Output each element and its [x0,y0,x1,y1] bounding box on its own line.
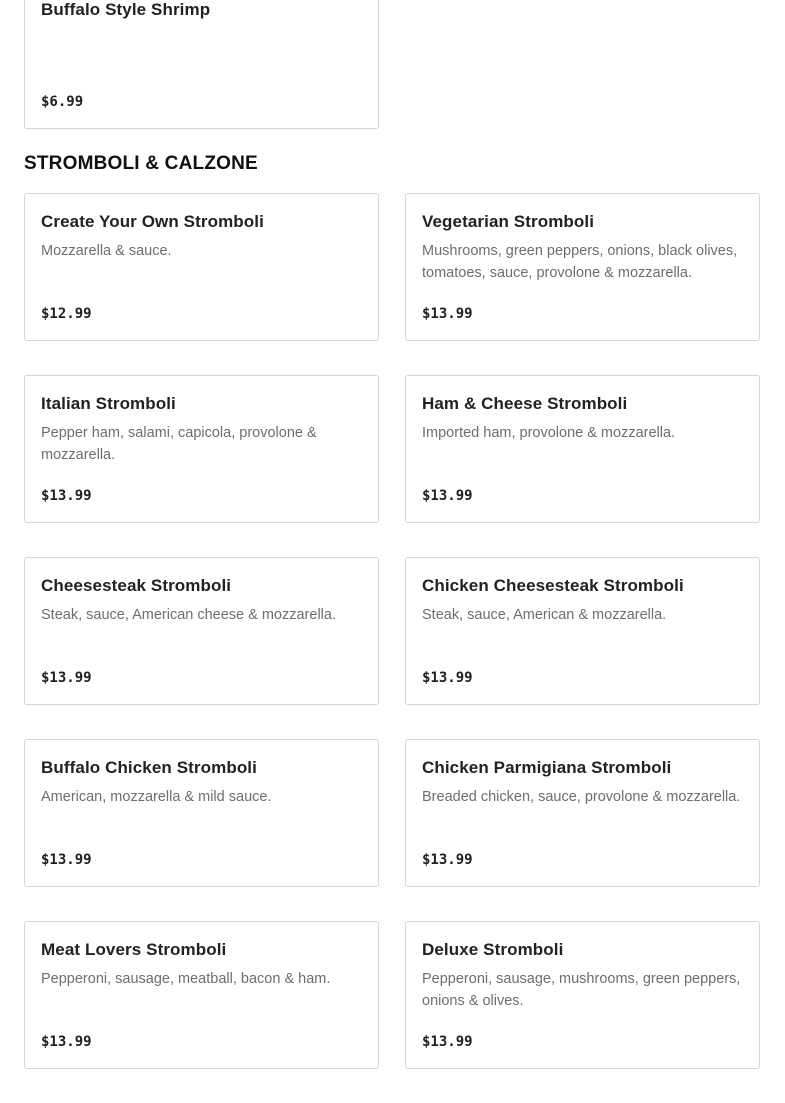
menu-item-price: $6.99 [41,94,84,110]
menu-item-description: Steak, sauce, American cheese & mozzarella. [41,607,336,623]
menu-item-name: Italian Stromboli [41,394,176,413]
menu-item-name: Buffalo Style Shrimp [41,0,211,19]
menu-item-price: $13.99 [41,852,92,868]
menu-item-name: Meat Lovers Stromboli [41,940,227,959]
menu-item-description: American, mozzarella & mild sauce. [41,789,272,805]
menu-item-price: $13.99 [422,488,473,504]
menu-item-name: Create Your Own Stromboli [41,212,264,231]
menu-item-card[interactable] [24,557,379,705]
menu-item-card[interactable] [24,193,379,341]
menu-item-price: $13.99 [41,1034,92,1050]
menu-item-card[interactable] [24,375,379,523]
section-title: STROMBOLI & CALZONE [24,153,258,174]
menu-item-description: Pepper ham, salami, capicola, provolone & mozzarella. [41,425,317,463]
menu-item-price: $13.99 [41,488,92,504]
menu-item-description: Mozzarella & sauce. [41,243,172,259]
menu-item-name: Cheesesteak Stromboli [41,576,232,595]
menu-item-price: $13.99 [422,670,473,686]
menu-item-name: Chicken Parmigiana Stromboli [422,758,672,777]
menu-item-name: Vegetarian Stromboli [422,212,595,231]
menu-item-card[interactable] [24,921,379,1069]
menu-item-price: $13.99 [422,1034,473,1050]
menu-item-name: Chicken Cheesesteak Stromboli [422,576,684,595]
menu-item-price: $12.99 [41,306,92,322]
menu-item-card[interactable] [405,921,760,1069]
menu-item-card[interactable] [24,0,379,129]
menu-item-price: $13.99 [422,852,473,868]
menu-item-price: $13.99 [422,306,473,322]
menu-item-name: Deluxe Stromboli [422,940,564,959]
menu-item-description: Breaded chicken, sauce, provolone & mozzarella. [422,789,741,805]
menu-item-card[interactable] [405,739,760,887]
menu-item-description: Pepperoni, sausage, mushrooms, green peppers, onions & olives. [422,971,741,1009]
menu-item-price: $13.99 [41,670,92,686]
menu-item-name: Buffalo Chicken Stromboli [41,758,257,777]
menu-item-card[interactable] [405,375,760,523]
menu-item-name: Ham & Cheese Stromboli [422,394,628,413]
menu-item-card[interactable] [405,557,760,705]
menu-item-description: Mushrooms, green peppers, onions, black olives, tomatoes, sauce, provolone & mozzarella. [422,243,738,281]
menu-item-card[interactable] [405,193,760,341]
menu-item-description: Imported ham, provolone & mozzarella. [422,425,676,441]
menu-item-card[interactable] [24,739,379,887]
menu-item-description: Pepperoni, sausage, meatball, bacon & ham. [41,971,331,987]
menu-item-description: Steak, sauce, American & mozzarella. [422,607,667,623]
